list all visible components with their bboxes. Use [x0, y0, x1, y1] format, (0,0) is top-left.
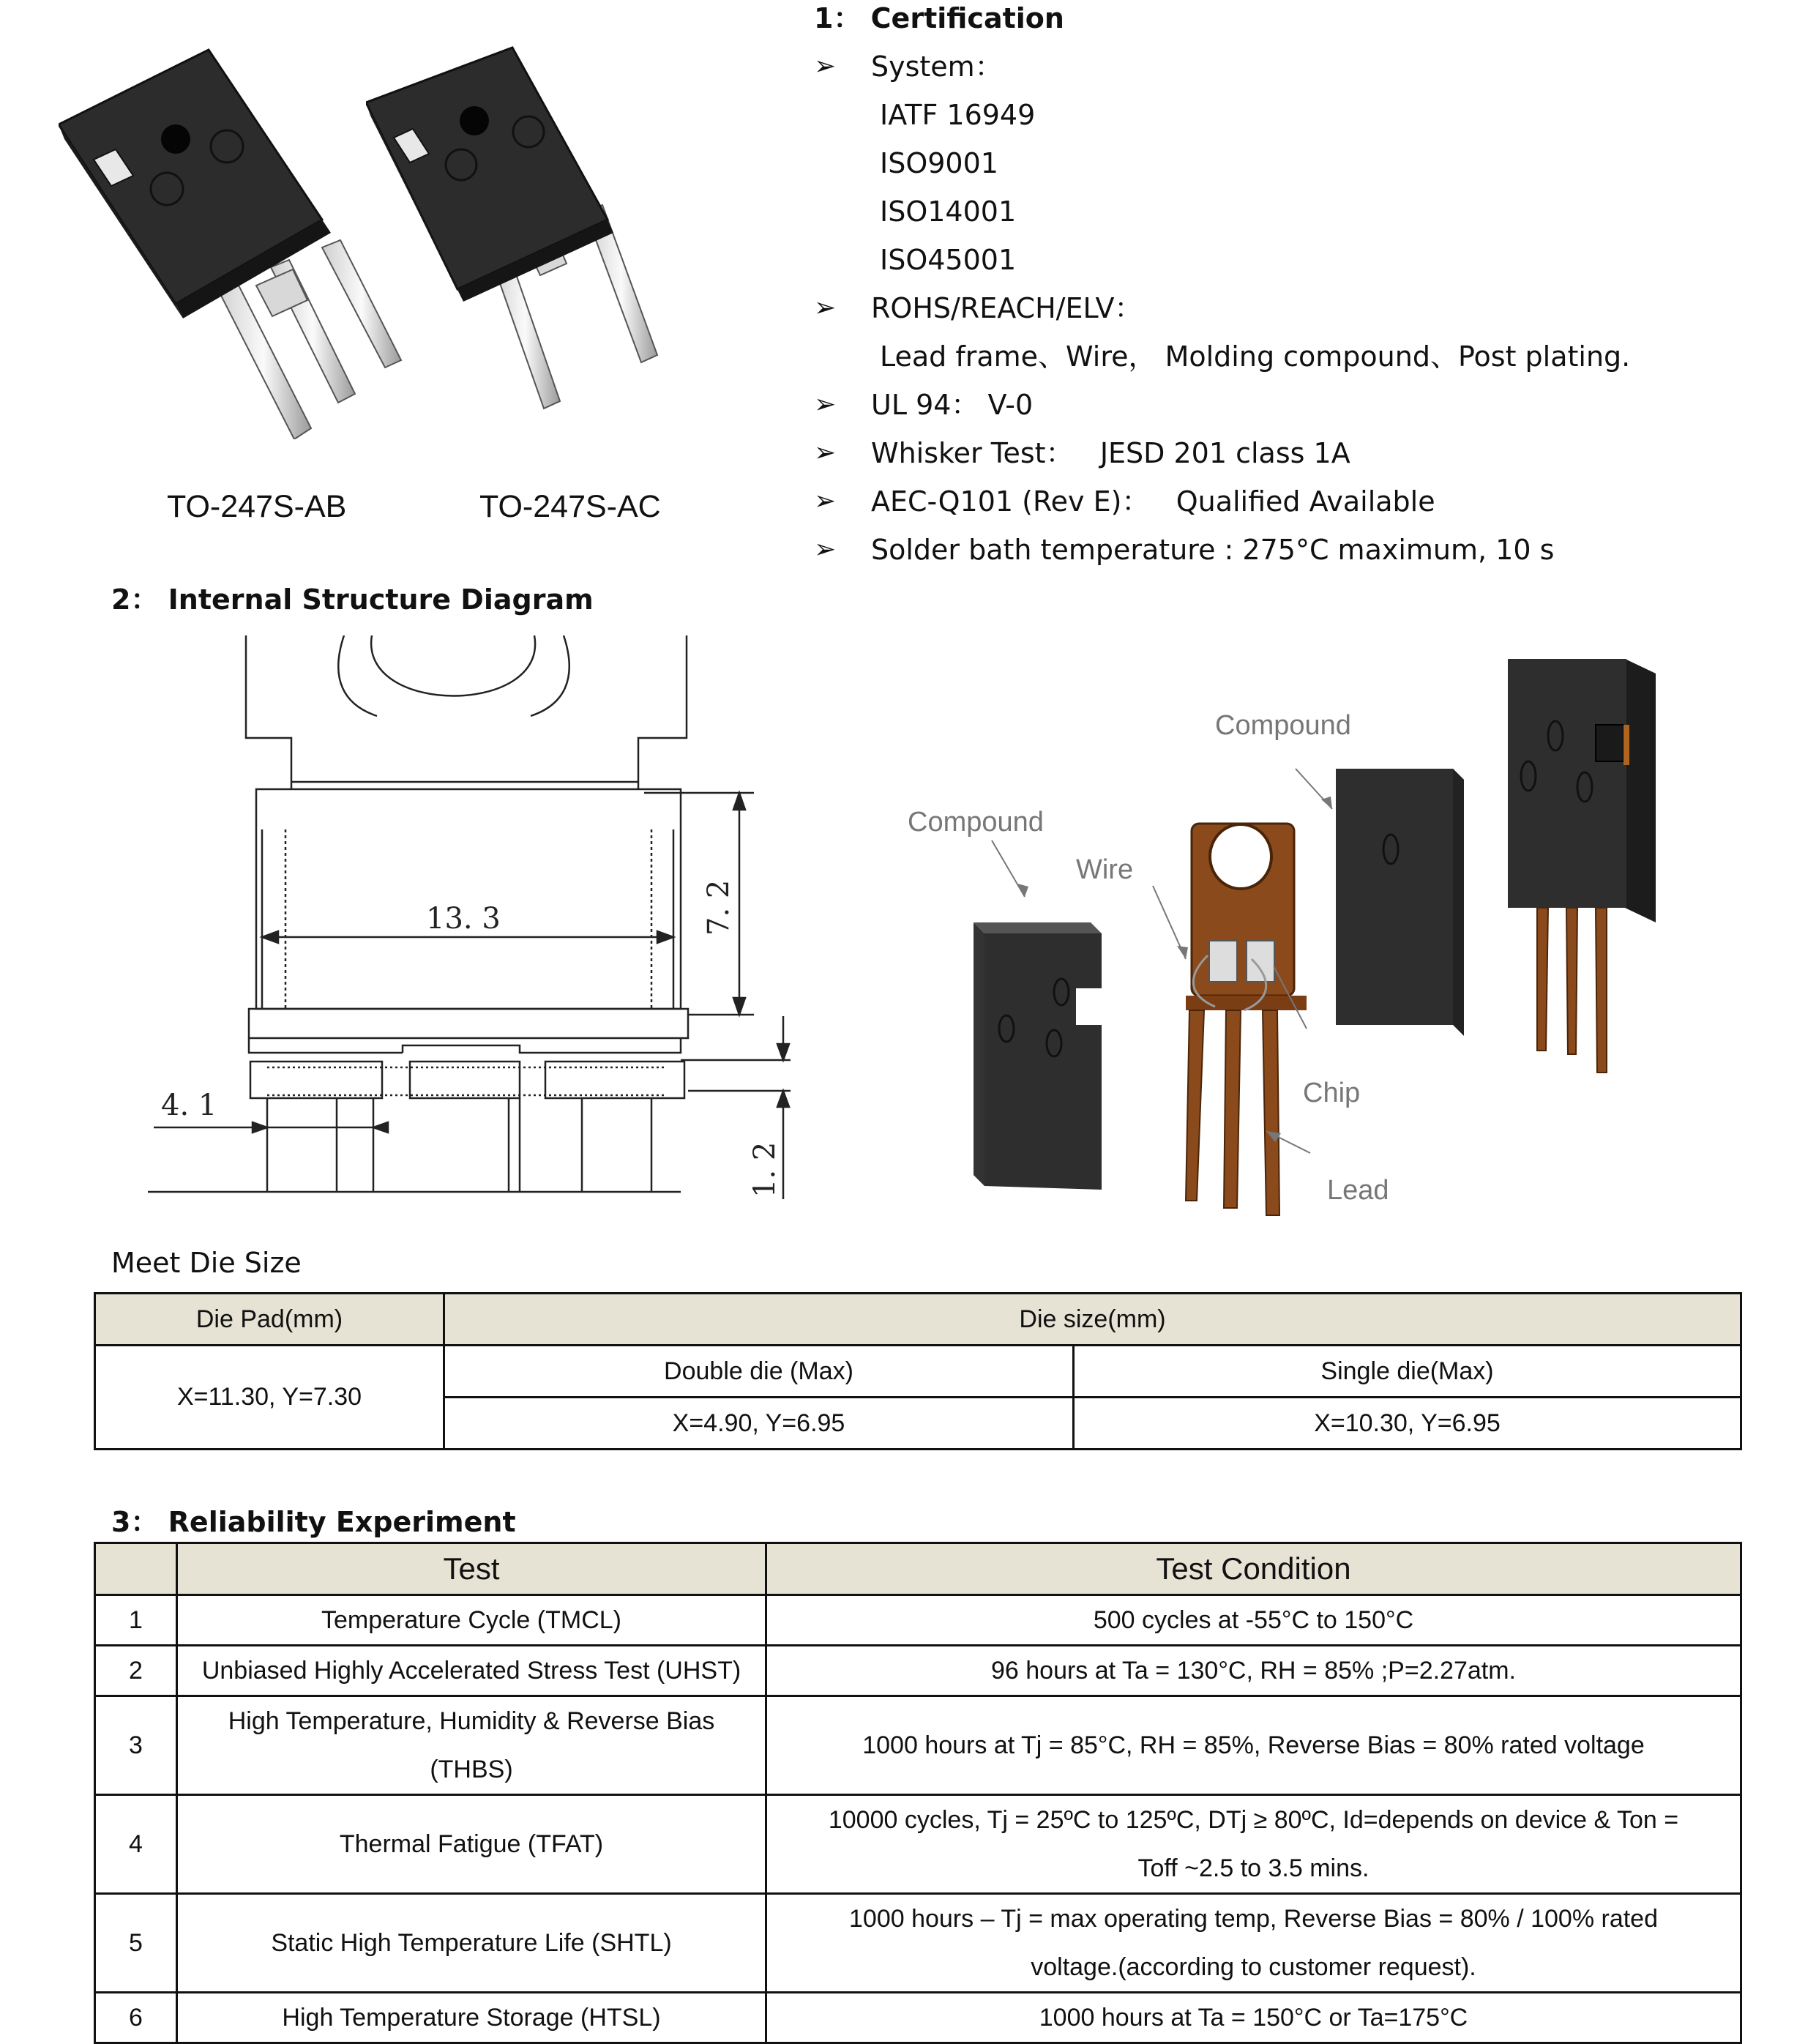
die-pad-value: X=11.30, Y=7.30 — [95, 1346, 444, 1450]
cert-item: Whisker Test： JESD 201 class 1A — [871, 437, 1350, 469]
table-row — [95, 1795, 1741, 1894]
row-test: High Temperature Storage (HTSL) — [177, 1993, 766, 2043]
row-condition: 1000 hours at Ta = 150°C or Ta=175°C — [766, 1993, 1741, 2043]
row-condition: 10000 cycles, Tj = 25ºC to 125ºC, DTj ≥ 80ºC, Id=depends on device & Ton = Toff ~2.5 to 3.5 mins. — [766, 1795, 1741, 1894]
dim-lead-gap: 1. 2 — [748, 1141, 782, 1198]
exploded-package-view — [908, 644, 1669, 1230]
arrow-bullet-icon: ➢ — [814, 51, 837, 81]
callout-compound-right: Compound — [1215, 710, 1351, 741]
test-header: Test — [177, 1543, 766, 1595]
cert-item: System： — [871, 51, 1003, 83]
row-test: Temperature Cycle (TMCL) — [177, 1595, 766, 1646]
cert-subitem: ISO45001 — [880, 244, 1017, 276]
die-size-table — [94, 1292, 1742, 1450]
row-condition: 96 hours at Ta = 130°C, RH = 85% ;P=2.27atm. — [766, 1646, 1741, 1696]
dim-height: 7. 2 — [702, 879, 736, 936]
callout-wire: Wire — [1076, 854, 1134, 885]
cert-item: ROHS/REACH/ELV： — [871, 292, 1143, 324]
table-row — [95, 1646, 1741, 1696]
no-header — [95, 1543, 177, 1595]
arrow-bullet-icon: ➢ — [814, 534, 837, 564]
row-number: 4 — [95, 1795, 177, 1894]
row-number: 5 — [95, 1894, 177, 1993]
row-test: Unbiased Highly Accelerated Stress Test (UHST) — [177, 1646, 766, 1696]
package-label-ac: TO-247S-AC — [479, 489, 661, 524]
row-number: 3 — [95, 1696, 177, 1795]
row-number: 1 — [95, 1595, 177, 1646]
cert-item: Solder bath temperature : 275°C maximum, 10 s — [871, 534, 1555, 566]
row-condition: 1000 hours – Tj = max operating temp, Reverse Bias = 80% / 100% rated voltage.(according to customer request). — [766, 1894, 1741, 1993]
dim-width: 13. 3 — [426, 902, 501, 936]
reliability-heading: 3： Reliability Experiment — [111, 1506, 516, 1538]
package-ac-image — [366, 44, 673, 410]
arrow-bullet-icon: ➢ — [814, 438, 837, 468]
single-die-value: X=10.30, Y=6.95 — [1074, 1398, 1741, 1450]
die-size-header: Die size(mm) — [444, 1294, 1741, 1346]
package-ab-image — [59, 44, 410, 439]
row-condition: 1000 hours at Tj = 85°C, RH = 85%, Reverse Bias = 80% rated voltage — [766, 1696, 1741, 1795]
cert-subitem: ISO14001 — [880, 195, 1017, 228]
row-test: Static High Temperature Life (SHTL) — [177, 1894, 766, 1993]
dim-lead-width: 4. 1 — [161, 1089, 217, 1122]
callout-compound-left: Compound — [908, 807, 1044, 838]
certification-section — [814, 0, 1630, 574]
table-row — [95, 1595, 1741, 1646]
double-die-header: Double die (Max) — [444, 1346, 1074, 1398]
row-number: 6 — [95, 1993, 177, 2043]
single-die-header: Single die(Max) — [1074, 1346, 1741, 1398]
arrow-bullet-icon: ➢ — [814, 293, 837, 323]
die-pad-header: Die Pad(mm) — [95, 1294, 444, 1346]
cert-subitem: IATF 16949 — [880, 99, 1036, 131]
cert-subitem: Lead frame、Wire， Molding compound、Post plating. — [880, 340, 1631, 373]
internal-structure-heading: 2： Internal Structure Diagram — [111, 583, 594, 616]
arrow-bullet-icon: ➢ — [814, 486, 837, 516]
callout-lead: Lead — [1327, 1175, 1389, 1206]
cert-item: AEC-Q101 (Rev E)： Qualified Available — [871, 485, 1435, 518]
die-size-title: Meet Die Size — [111, 1247, 302, 1279]
table-row — [95, 1696, 1741, 1795]
row-condition: 500 cycles at -55°C to 150°C — [766, 1595, 1741, 1646]
package-label-ab: TO-247S-AB — [167, 489, 347, 524]
row-test: High Temperature, Humidity & Reverse Bias (THBS) — [177, 1696, 766, 1795]
certification-heading: 1： Certification — [814, 2, 1064, 34]
row-number: 2 — [95, 1646, 177, 1696]
condition-header: Test Condition — [766, 1543, 1741, 1595]
dimension-drawing — [139, 635, 812, 1206]
table-row — [95, 1993, 1741, 2043]
cert-item: UL 94： V-0 — [871, 389, 1034, 421]
table-row — [95, 1894, 1741, 1993]
row-test: Thermal Fatigue (TFAT) — [177, 1795, 766, 1894]
double-die-value: X=4.90, Y=6.95 — [444, 1398, 1074, 1450]
cert-subitem: ISO9001 — [880, 147, 998, 179]
arrow-bullet-icon: ➢ — [814, 389, 837, 419]
reliability-table — [94, 1542, 1742, 2044]
callout-chip: Chip — [1303, 1078, 1361, 1108]
